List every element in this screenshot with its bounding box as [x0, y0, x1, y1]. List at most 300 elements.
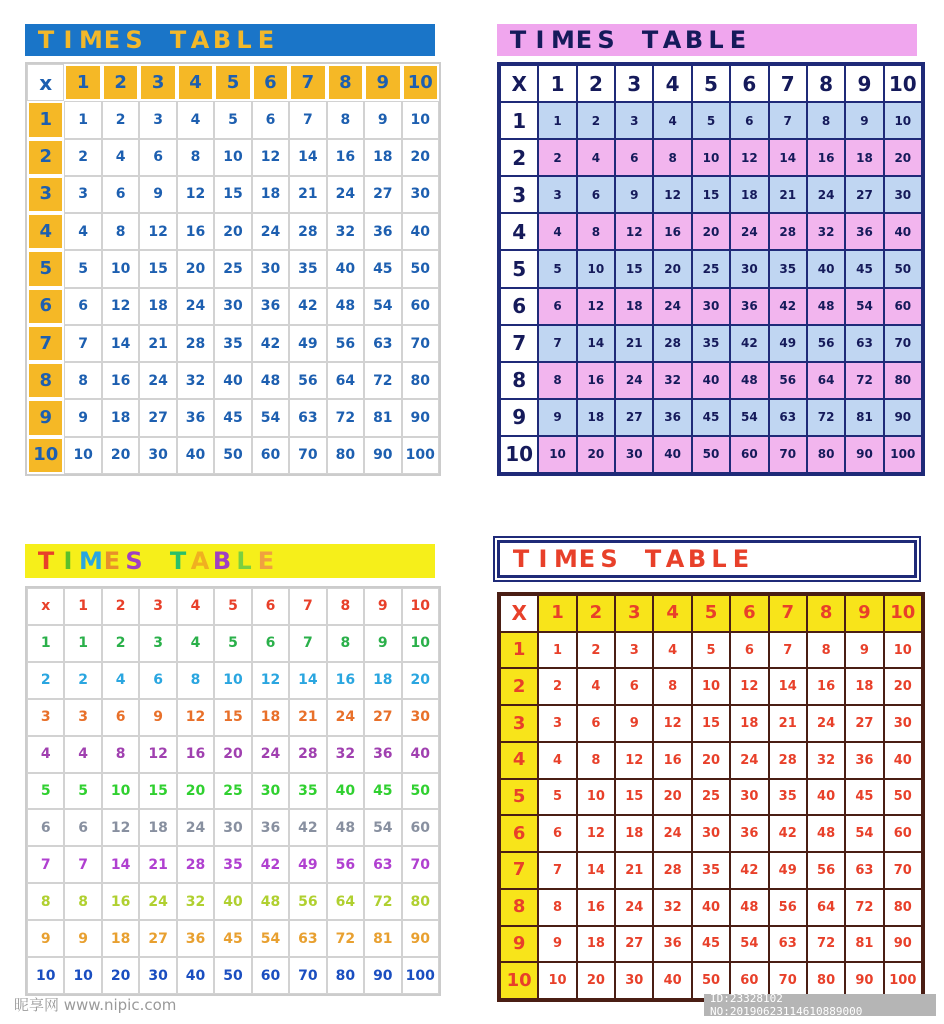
- product-cell: 5: [538, 779, 576, 816]
- row-header: 5: [27, 773, 64, 810]
- product-cell: 27: [615, 399, 653, 436]
- product-cell: 21: [769, 705, 807, 742]
- row-header: 2: [500, 668, 538, 705]
- product-cell: 25: [214, 250, 251, 287]
- row-header: 5: [29, 252, 62, 285]
- product-cell: 28: [289, 736, 326, 773]
- product-cell: 30: [615, 436, 653, 473]
- product-cell: 24: [615, 362, 653, 399]
- product-cell: 45: [845, 779, 883, 816]
- product-cell: 18: [730, 176, 768, 213]
- product-cell: 6: [615, 668, 653, 705]
- title-letter: S: [597, 26, 615, 54]
- product-cell: 36: [730, 815, 768, 852]
- product-cell: 15: [139, 250, 176, 287]
- product-cell: 90: [364, 437, 401, 474]
- panel-title: [25, 24, 435, 56]
- product-cell: 48: [807, 815, 845, 852]
- product-cell: 20: [102, 437, 139, 474]
- column-header: 10: [884, 595, 922, 632]
- product-cell: 18: [364, 139, 401, 176]
- row-header: 1: [29, 103, 62, 136]
- row-header: 10: [27, 957, 64, 994]
- row-header: 2: [29, 141, 62, 174]
- product-cell: 4: [177, 101, 214, 138]
- product-cell: 63: [769, 399, 807, 436]
- product-cell: 70: [884, 325, 922, 362]
- product-cell: 42: [289, 809, 326, 846]
- product-cell: 4: [577, 668, 615, 705]
- title-letter: T: [641, 26, 659, 54]
- product-cell: 35: [289, 250, 326, 287]
- column-header: 1: [538, 595, 576, 632]
- product-cell: 80: [327, 957, 364, 994]
- product-cell: 56: [327, 325, 364, 362]
- multiplication-grid: [497, 62, 925, 476]
- product-cell: 64: [807, 889, 845, 926]
- product-cell: 54: [730, 926, 768, 963]
- product-cell: 2: [102, 101, 139, 138]
- product-cell: 40: [327, 250, 364, 287]
- product-cell: 6: [102, 699, 139, 736]
- product-cell: 18: [730, 705, 768, 742]
- product-cell: 32: [807, 742, 845, 779]
- product-cell: 3: [615, 632, 653, 669]
- product-cell: 60: [730, 962, 768, 999]
- watermark-site: 昵享网 www.nipic.com: [14, 996, 177, 1014]
- product-cell: 36: [845, 213, 883, 250]
- product-cell: 56: [289, 883, 326, 920]
- product-cell: 9: [139, 176, 176, 213]
- product-cell: 63: [845, 852, 883, 889]
- product-cell: 30: [692, 288, 730, 325]
- product-cell: 30: [730, 779, 768, 816]
- product-cell: 30: [402, 699, 439, 736]
- product-cell: 18: [845, 139, 883, 176]
- row-header: 8: [27, 883, 64, 920]
- product-cell: 40: [402, 213, 439, 250]
- product-cell: 12: [653, 705, 691, 742]
- product-cell: 80: [402, 362, 439, 399]
- product-cell: 20: [653, 779, 691, 816]
- product-cell: 8: [807, 102, 845, 139]
- title-letter: A: [665, 545, 685, 573]
- product-cell: 24: [730, 213, 768, 250]
- product-cell: 10: [577, 250, 615, 287]
- product-cell: 81: [364, 399, 401, 436]
- product-cell: 5: [214, 101, 251, 138]
- product-cell: 24: [615, 889, 653, 926]
- product-cell: 40: [884, 213, 922, 250]
- product-cell: 18: [102, 399, 139, 436]
- product-cell: 7: [64, 325, 101, 362]
- product-cell: 49: [769, 325, 807, 362]
- product-cell: 15: [615, 250, 653, 287]
- product-cell: 100: [884, 962, 922, 999]
- product-cell: 45: [845, 250, 883, 287]
- title-letter: M: [79, 547, 103, 575]
- product-cell: 63: [289, 399, 326, 436]
- product-cell: 6: [139, 662, 176, 699]
- product-cell: 9: [615, 176, 653, 213]
- column-header: 7: [291, 66, 324, 99]
- product-cell: 1: [538, 102, 576, 139]
- column-header: 6: [254, 66, 287, 99]
- column-header: 10: [884, 65, 922, 102]
- product-cell: 35: [289, 773, 326, 810]
- column-header: 4: [179, 66, 212, 99]
- row-header: 4: [29, 215, 62, 248]
- corner-x: X: [500, 65, 538, 102]
- product-cell: 10: [64, 957, 101, 994]
- product-cell: 7: [289, 101, 326, 138]
- product-cell: 64: [327, 362, 364, 399]
- product-cell: 25: [692, 250, 730, 287]
- product-cell: 18: [577, 399, 615, 436]
- product-cell: 32: [327, 736, 364, 773]
- product-cell: 60: [252, 957, 289, 994]
- title-letter: S: [125, 26, 143, 54]
- product-cell: 90: [402, 399, 439, 436]
- row-header: 6: [29, 290, 62, 323]
- product-cell: 3: [615, 102, 653, 139]
- product-cell: 40: [653, 962, 691, 999]
- product-cell: 18: [252, 176, 289, 213]
- product-cell: 6: [730, 102, 768, 139]
- product-cell: 24: [807, 705, 845, 742]
- title-letter: T: [37, 26, 55, 54]
- product-cell: 3: [538, 176, 576, 213]
- column-header: 3: [615, 65, 653, 102]
- row-header: 6: [27, 809, 64, 846]
- product-cell: 90: [845, 962, 883, 999]
- product-cell: 90: [402, 920, 439, 957]
- product-cell: 30: [884, 176, 922, 213]
- product-cell: 48: [730, 889, 768, 926]
- column-header: 10: [402, 588, 439, 625]
- product-cell: 35: [692, 852, 730, 889]
- product-cell: 81: [845, 926, 883, 963]
- panel-title: [25, 544, 435, 578]
- product-cell: 20: [177, 773, 214, 810]
- product-cell: 70: [289, 957, 326, 994]
- product-cell: 63: [364, 325, 401, 362]
- row-header: 6: [500, 288, 538, 325]
- title-letter: E: [729, 26, 747, 54]
- row-header: 6: [500, 815, 538, 852]
- column-header: 9: [845, 595, 883, 632]
- product-cell: 8: [327, 101, 364, 138]
- product-cell: 7: [64, 846, 101, 883]
- product-cell: 10: [402, 625, 439, 662]
- product-cell: 36: [177, 399, 214, 436]
- row-header: 3: [500, 705, 538, 742]
- product-cell: 36: [845, 742, 883, 779]
- product-cell: 32: [327, 213, 364, 250]
- product-cell: 18: [615, 288, 653, 325]
- multiplication-grid: [25, 62, 441, 476]
- product-cell: 49: [769, 852, 807, 889]
- corner-x: x: [27, 64, 64, 101]
- product-cell: 100: [402, 437, 439, 474]
- product-cell: 16: [327, 662, 364, 699]
- product-cell: 28: [769, 213, 807, 250]
- row-header: 7: [27, 846, 64, 883]
- product-cell: 10: [692, 668, 730, 705]
- product-cell: 60: [884, 815, 922, 852]
- product-cell: 28: [769, 742, 807, 779]
- product-cell: 12: [252, 139, 289, 176]
- product-cell: 40: [177, 957, 214, 994]
- product-cell: 49: [289, 846, 326, 883]
- multiplication-grid: [25, 586, 441, 996]
- product-cell: 54: [252, 920, 289, 957]
- product-cell: 2: [538, 139, 576, 176]
- product-cell: 6: [139, 139, 176, 176]
- title-letter: S: [600, 545, 618, 573]
- product-cell: 12: [730, 668, 768, 705]
- row-header: 3: [29, 178, 62, 211]
- product-cell: 7: [289, 625, 326, 662]
- product-cell: 9: [364, 625, 401, 662]
- title-letter: L: [711, 545, 727, 573]
- product-cell: 24: [252, 213, 289, 250]
- product-cell: 35: [692, 325, 730, 362]
- row-header: 8: [29, 364, 62, 397]
- title-letter: E: [257, 547, 275, 575]
- product-cell: 48: [327, 288, 364, 325]
- product-cell: 45: [692, 399, 730, 436]
- product-cell: 4: [102, 662, 139, 699]
- product-cell: 20: [402, 662, 439, 699]
- product-cell: 8: [807, 632, 845, 669]
- product-cell: 8: [538, 362, 576, 399]
- product-cell: 45: [364, 250, 401, 287]
- product-cell: 15: [214, 176, 251, 213]
- product-cell: 8: [538, 889, 576, 926]
- column-header: 8: [807, 65, 845, 102]
- product-cell: 35: [214, 325, 251, 362]
- product-cell: 70: [402, 325, 439, 362]
- product-cell: 12: [102, 809, 139, 846]
- product-cell: 20: [692, 742, 730, 779]
- product-cell: 10: [64, 437, 101, 474]
- product-cell: 21: [289, 176, 326, 213]
- column-header: 7: [769, 595, 807, 632]
- column-header: 4: [177, 588, 214, 625]
- product-cell: 24: [327, 176, 364, 213]
- column-header: 6: [730, 595, 768, 632]
- product-cell: 42: [769, 815, 807, 852]
- product-cell: 72: [364, 362, 401, 399]
- product-cell: 4: [177, 625, 214, 662]
- product-cell: 20: [214, 213, 251, 250]
- product-cell: 8: [177, 139, 214, 176]
- product-cell: 48: [730, 362, 768, 399]
- product-cell: 20: [577, 962, 615, 999]
- title-letter: E: [257, 26, 275, 54]
- row-header: 8: [500, 362, 538, 399]
- product-cell: 72: [807, 926, 845, 963]
- product-cell: 32: [807, 213, 845, 250]
- row-header: 9: [29, 401, 62, 434]
- product-cell: 9: [615, 705, 653, 742]
- row-header: 9: [500, 926, 538, 963]
- product-cell: 12: [252, 662, 289, 699]
- product-cell: 50: [402, 250, 439, 287]
- product-cell: 40: [214, 362, 251, 399]
- product-cell: 100: [402, 957, 439, 994]
- row-header: 4: [500, 742, 538, 779]
- product-cell: 9: [845, 632, 883, 669]
- product-cell: 6: [577, 705, 615, 742]
- product-cell: 10: [402, 101, 439, 138]
- column-header: 9: [364, 588, 401, 625]
- product-cell: 2: [577, 102, 615, 139]
- product-cell: 45: [214, 920, 251, 957]
- title-letter: L: [236, 547, 252, 575]
- column-header: 2: [104, 66, 137, 99]
- product-cell: 6: [64, 809, 101, 846]
- product-cell: 30: [730, 250, 768, 287]
- product-cell: 80: [807, 436, 845, 473]
- product-cell: 3: [64, 699, 101, 736]
- product-cell: 40: [653, 436, 691, 473]
- product-cell: 60: [252, 437, 289, 474]
- title-letter: E: [732, 545, 750, 573]
- product-cell: 14: [289, 139, 326, 176]
- product-cell: 12: [730, 139, 768, 176]
- product-cell: 25: [692, 779, 730, 816]
- product-cell: 10: [214, 662, 251, 699]
- product-cell: 6: [538, 815, 576, 852]
- product-cell: 90: [845, 436, 883, 473]
- product-cell: 16: [577, 889, 615, 926]
- product-cell: 8: [577, 742, 615, 779]
- product-cell: 16: [807, 668, 845, 705]
- product-cell: 72: [807, 399, 845, 436]
- product-cell: 70: [769, 962, 807, 999]
- product-cell: 80: [884, 362, 922, 399]
- product-cell: 20: [884, 139, 922, 176]
- column-header: 5: [692, 595, 730, 632]
- row-header: 7: [29, 327, 62, 360]
- product-cell: 42: [730, 325, 768, 362]
- product-cell: 9: [139, 699, 176, 736]
- product-cell: 30: [214, 809, 251, 846]
- product-cell: 48: [327, 809, 364, 846]
- product-cell: 5: [692, 632, 730, 669]
- product-cell: 30: [214, 288, 251, 325]
- column-header: 8: [807, 595, 845, 632]
- product-cell: 28: [289, 213, 326, 250]
- product-cell: 5: [538, 250, 576, 287]
- product-cell: 10: [538, 436, 576, 473]
- title-letter: B: [684, 26, 704, 54]
- product-cell: 12: [139, 213, 176, 250]
- product-cell: 36: [653, 926, 691, 963]
- multiplication-grid: [497, 592, 925, 1002]
- title-letter: T: [169, 547, 187, 575]
- times-table-panel-blue: [25, 24, 441, 476]
- product-cell: 48: [252, 362, 289, 399]
- product-cell: 80: [884, 889, 922, 926]
- product-cell: 50: [214, 957, 251, 994]
- title-letter: A: [662, 26, 682, 54]
- column-header: 3: [615, 595, 653, 632]
- product-cell: 24: [653, 815, 691, 852]
- product-cell: 16: [177, 213, 214, 250]
- product-cell: 90: [884, 926, 922, 963]
- product-cell: 6: [730, 632, 768, 669]
- title-letter: B: [687, 545, 707, 573]
- product-cell: 20: [177, 250, 214, 287]
- product-cell: 5: [64, 773, 101, 810]
- product-cell: 63: [845, 325, 883, 362]
- row-header: 9: [500, 399, 538, 436]
- title-letter: T: [169, 26, 187, 54]
- column-header: 9: [366, 66, 399, 99]
- product-cell: 60: [884, 288, 922, 325]
- row-header: 2: [27, 662, 64, 699]
- product-cell: 4: [102, 139, 139, 176]
- product-cell: 24: [177, 288, 214, 325]
- product-cell: 42: [252, 325, 289, 362]
- product-cell: 56: [807, 852, 845, 889]
- product-cell: 10: [102, 250, 139, 287]
- product-cell: 27: [845, 176, 883, 213]
- title-letter: E: [578, 545, 596, 573]
- column-header: 5: [216, 66, 249, 99]
- product-cell: 4: [538, 742, 576, 779]
- product-cell: 35: [769, 779, 807, 816]
- product-cell: 10: [538, 962, 576, 999]
- product-cell: 40: [177, 437, 214, 474]
- column-header: 1: [64, 588, 101, 625]
- title-letter: L: [236, 26, 252, 54]
- product-cell: 5: [64, 250, 101, 287]
- column-header: 1: [538, 65, 576, 102]
- product-cell: 28: [653, 852, 691, 889]
- product-cell: 80: [327, 437, 364, 474]
- product-cell: 21: [289, 699, 326, 736]
- product-cell: 7: [538, 325, 576, 362]
- product-cell: 14: [102, 325, 139, 362]
- product-cell: 45: [214, 399, 251, 436]
- product-cell: 27: [364, 699, 401, 736]
- product-cell: 5: [214, 625, 251, 662]
- product-cell: 12: [139, 736, 176, 773]
- product-cell: 8: [653, 668, 691, 705]
- product-cell: 32: [177, 883, 214, 920]
- product-cell: 3: [538, 705, 576, 742]
- column-header: 8: [329, 66, 362, 99]
- product-cell: 14: [577, 852, 615, 889]
- product-cell: 12: [615, 742, 653, 779]
- product-cell: 6: [102, 176, 139, 213]
- product-cell: 80: [807, 962, 845, 999]
- product-cell: 27: [845, 705, 883, 742]
- product-cell: 30: [884, 705, 922, 742]
- product-cell: 36: [730, 288, 768, 325]
- product-cell: 56: [769, 889, 807, 926]
- product-cell: 48: [252, 883, 289, 920]
- column-header: 3: [139, 588, 176, 625]
- product-cell: 9: [364, 101, 401, 138]
- product-cell: 40: [807, 250, 845, 287]
- product-cell: 15: [692, 705, 730, 742]
- product-cell: 27: [364, 176, 401, 213]
